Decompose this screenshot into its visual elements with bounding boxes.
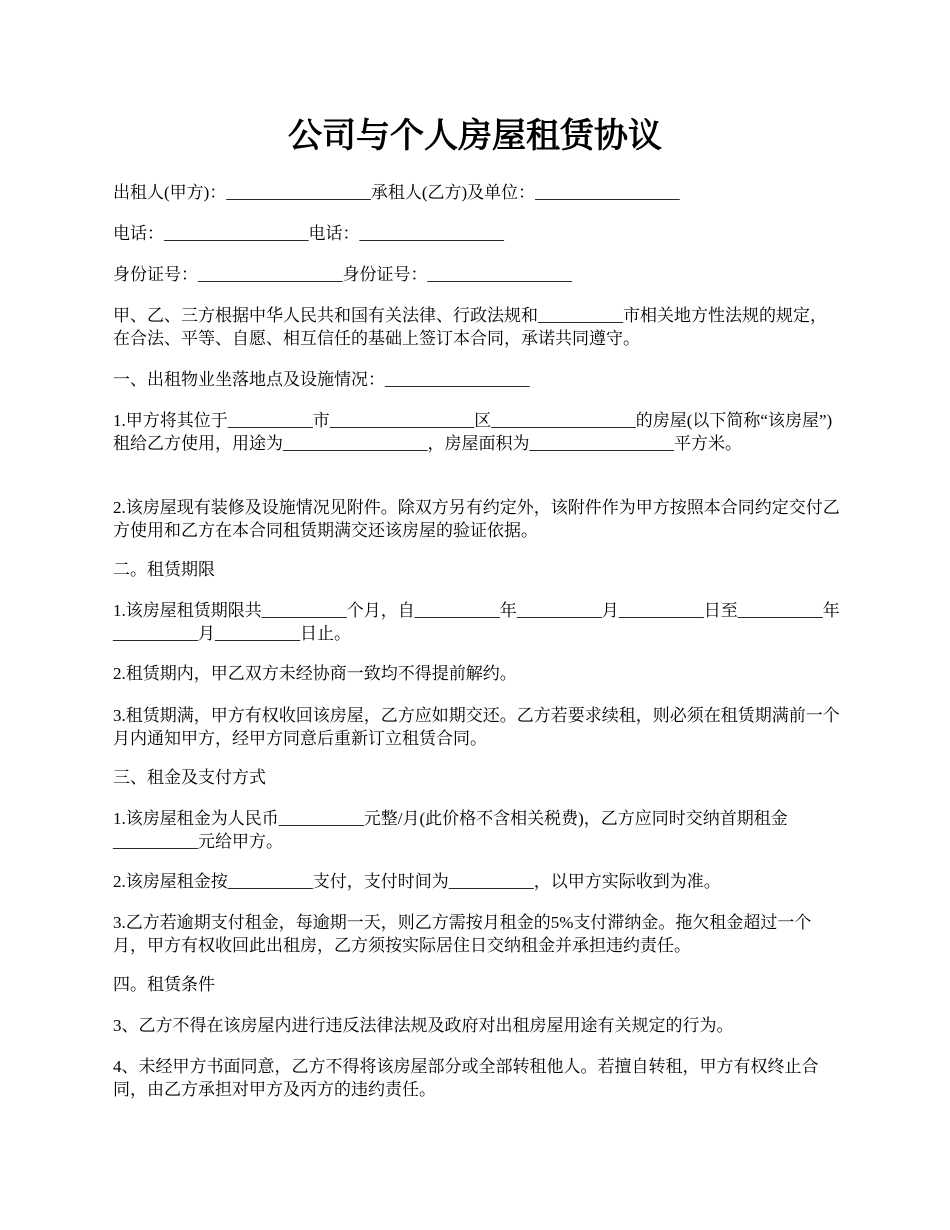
preamble-paragraph: 甲、乙、三方根据中华人民共和国有关法律、行政法规和__________市相关地方性法规的规定，在合法、平等、自愿、相互信任的基础上签订本合同，承诺共同遵守。 [113, 306, 827, 348]
id-number-line: 身份证号：_________________身份证号：_________________ [113, 265, 572, 284]
phone-line: 电话：_________________电话：_________________ [113, 224, 504, 243]
clause-1-1: 1.甲方将其位于__________市_________________区_________________的房屋(以下简称“该房屋”)租给乙方使用，用途为_________________，房屋面积为_________________平方米。 [113, 411, 833, 453]
section-heading-4: 四。租赁条件 [113, 975, 215, 994]
section-heading-3: 三、租金及支付方式 [113, 768, 266, 787]
document-title: 公司与个人房屋租赁协议 [288, 116, 662, 156]
party-names-line: 出租人(甲方)：_________________承租人(乙方)及单位：_________________ [113, 183, 680, 202]
section-heading-1: 一、出租物业坐落地点及设施情况：_________________ [113, 370, 530, 389]
clause-3-2: 2.该房屋租金按__________支付，支付时间为__________，以甲方实际收到为准。 [113, 872, 721, 891]
clause-3-1: 1.该房屋租金为人民币__________元整/月(此价格不含相关税费)，乙方应同时交纳首期租金__________元给甲方。 [113, 809, 788, 851]
clause-2-1: 1.该房屋租赁期限共__________个月，自__________年__________月__________日至__________年__________月__________日止。 [113, 601, 840, 643]
clause-3-3: 3.乙方若逾期支付租金，每逾期一天，则乙方需按月租金的5%支付滞纳金。拖欠租金超过一个月，甲方有权收回此出租房，乙方须按实际居住日交纳租金并承担违约责任。 [113, 913, 812, 955]
clause-1-2: 2.该房屋现有装修及设施情况见附件。除双方另有约定外，该附件作为甲方按照本合同约定交付乙方使用和乙方在本合同租赁期满交还该房屋的验证依据。 [113, 498, 840, 540]
clause-4-3: 3、乙方不得在该房屋内进行违反法律法规及政府对出租房屋用途有关规定的行为。 [113, 1016, 734, 1035]
section-heading-2: 二。租赁期限 [113, 560, 215, 579]
clause-2-2: 2.租赁期内，甲乙双方未经协商一致均不得提前解约。 [113, 664, 517, 683]
clause-2-3: 3.租赁期满，甲方有权收回该房屋，乙方应如期交还。乙方若要求续租，则必须在租赁期满前一个月内通知甲方，经甲方同意后重新订立租赁合同。 [113, 706, 840, 748]
clause-4-4: 4、未经甲方书面同意，乙方不得将该房屋部分或全部转租他人。若擅自转租，甲方有权终止合同，由乙方承担对甲方及丙方的违约责任。 [113, 1057, 819, 1099]
